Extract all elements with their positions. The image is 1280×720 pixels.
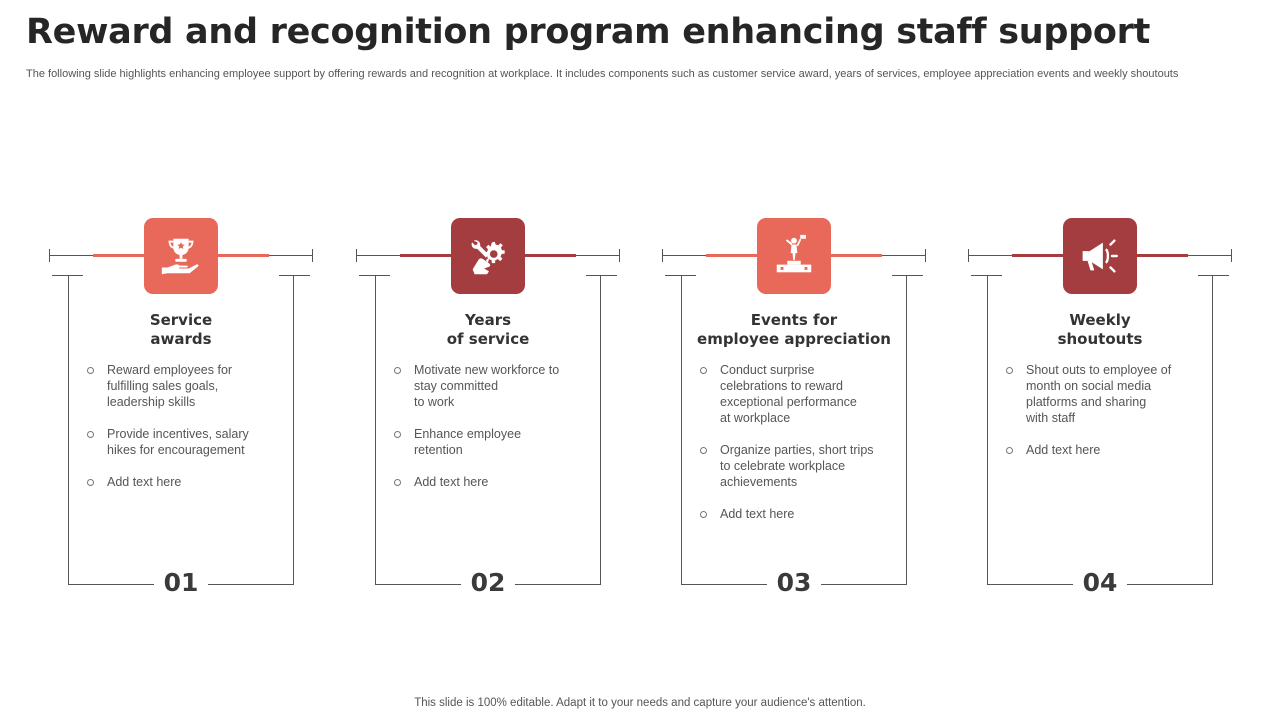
frame-bottom xyxy=(987,584,1073,585)
bullet-icon xyxy=(87,367,94,374)
card-number: 02 xyxy=(470,568,506,597)
card-number: 01 xyxy=(163,568,199,597)
wrench-gear-hand-icon xyxy=(465,233,511,279)
megaphone-icon xyxy=(1077,233,1123,279)
line-tick xyxy=(619,249,620,262)
line-tick xyxy=(49,249,50,262)
bullet-icon xyxy=(700,511,707,518)
line-tick xyxy=(312,249,313,262)
bullet-text: Reward employees for fulfilling sales goals, leadership skills xyxy=(107,363,233,409)
frame-stub xyxy=(586,275,617,276)
bullet-icon xyxy=(87,479,94,486)
bullet-item xyxy=(87,474,277,490)
bullet-text: Conduct surprise celebrations to reward exceptional performance at workplace xyxy=(720,363,857,425)
bullet-item xyxy=(87,362,277,410)
icon-tile xyxy=(1063,218,1137,294)
frame-bottom xyxy=(681,584,767,585)
line-tick xyxy=(1231,249,1232,262)
bullet-item xyxy=(700,506,890,522)
bullet-list xyxy=(1006,362,1196,474)
trophy-hand-icon xyxy=(158,233,204,279)
bullet-icon xyxy=(394,431,401,438)
bullet-item xyxy=(87,426,277,458)
podium-winner-icon xyxy=(771,233,817,279)
bullet-text: Motivate new workforce to stay committed to work xyxy=(414,363,560,409)
frame-bottom xyxy=(821,584,907,585)
frame-bottom xyxy=(375,584,461,585)
bullet-icon xyxy=(87,431,94,438)
slide-subtitle: The following slide highlights enhancing employee support by offering rewards and recognition at workplace. It includes components such as customer service award, years of services, employee appreciation events and weekly shoutouts xyxy=(26,68,1179,80)
bullet-text: Add text here xyxy=(107,475,182,489)
frame-stub xyxy=(1198,275,1229,276)
bullet-text: Shout outs to employee of month on social media platforms and sharing with staff xyxy=(1026,363,1172,425)
line-tick xyxy=(662,249,663,262)
icon-tile xyxy=(757,218,831,294)
card-title: Events for employee appreciation xyxy=(697,311,891,348)
footer-note: This slide is 100% editable. Adapt it to your needs and capture your audience's attention. xyxy=(414,697,866,709)
icon-tile xyxy=(451,218,525,294)
bullet-item xyxy=(394,362,584,410)
bullet-text: Add text here xyxy=(720,507,795,521)
frame-bottom xyxy=(68,584,154,585)
bullet-text: Add text here xyxy=(414,475,489,489)
card-title: Weekly shoutouts xyxy=(1057,311,1143,348)
card-weekly-shoutouts xyxy=(968,218,1236,608)
bullet-item xyxy=(700,362,890,426)
frame-bottom xyxy=(208,584,294,585)
frame-bottom xyxy=(1127,584,1213,585)
bullet-item xyxy=(700,442,890,490)
bullet-text: Organize parties, short trips to celebrate workplace achievements xyxy=(720,443,874,489)
card-employee-appreciation-events xyxy=(662,218,930,608)
slide-title: Reward and recognition program enhancing staff support xyxy=(26,12,1151,52)
bullet-item xyxy=(1006,442,1196,458)
bullet-icon xyxy=(394,367,401,374)
bullet-item xyxy=(1006,362,1196,426)
line-tick xyxy=(968,249,969,262)
card-title: Years of service xyxy=(446,311,530,348)
card-service-awards xyxy=(49,218,317,608)
card-title: Service awards xyxy=(149,311,213,348)
icon-tile xyxy=(144,218,218,294)
bullet-icon xyxy=(1006,447,1013,454)
bullet-text: Add text here xyxy=(1026,443,1101,457)
bullet-item xyxy=(394,474,584,490)
card-number: 03 xyxy=(776,568,812,597)
bullet-icon xyxy=(700,447,707,454)
bullet-list xyxy=(700,362,890,538)
bullet-icon xyxy=(1006,367,1013,374)
line-tick xyxy=(356,249,357,262)
bullet-text: Provide incentives, salary hikes for encouragement xyxy=(107,427,249,457)
bullet-icon xyxy=(700,367,707,374)
frame-bottom xyxy=(515,584,601,585)
bullet-item xyxy=(394,426,584,458)
line-tick xyxy=(925,249,926,262)
bullet-text: Enhance employee retention xyxy=(414,427,522,457)
bullet-list xyxy=(87,362,277,506)
bullet-list xyxy=(394,362,584,506)
frame-stub xyxy=(279,275,310,276)
frame-stub xyxy=(892,275,923,276)
card-years-of-service xyxy=(356,218,624,608)
bullet-icon xyxy=(394,479,401,486)
card-number: 04 xyxy=(1082,568,1118,597)
